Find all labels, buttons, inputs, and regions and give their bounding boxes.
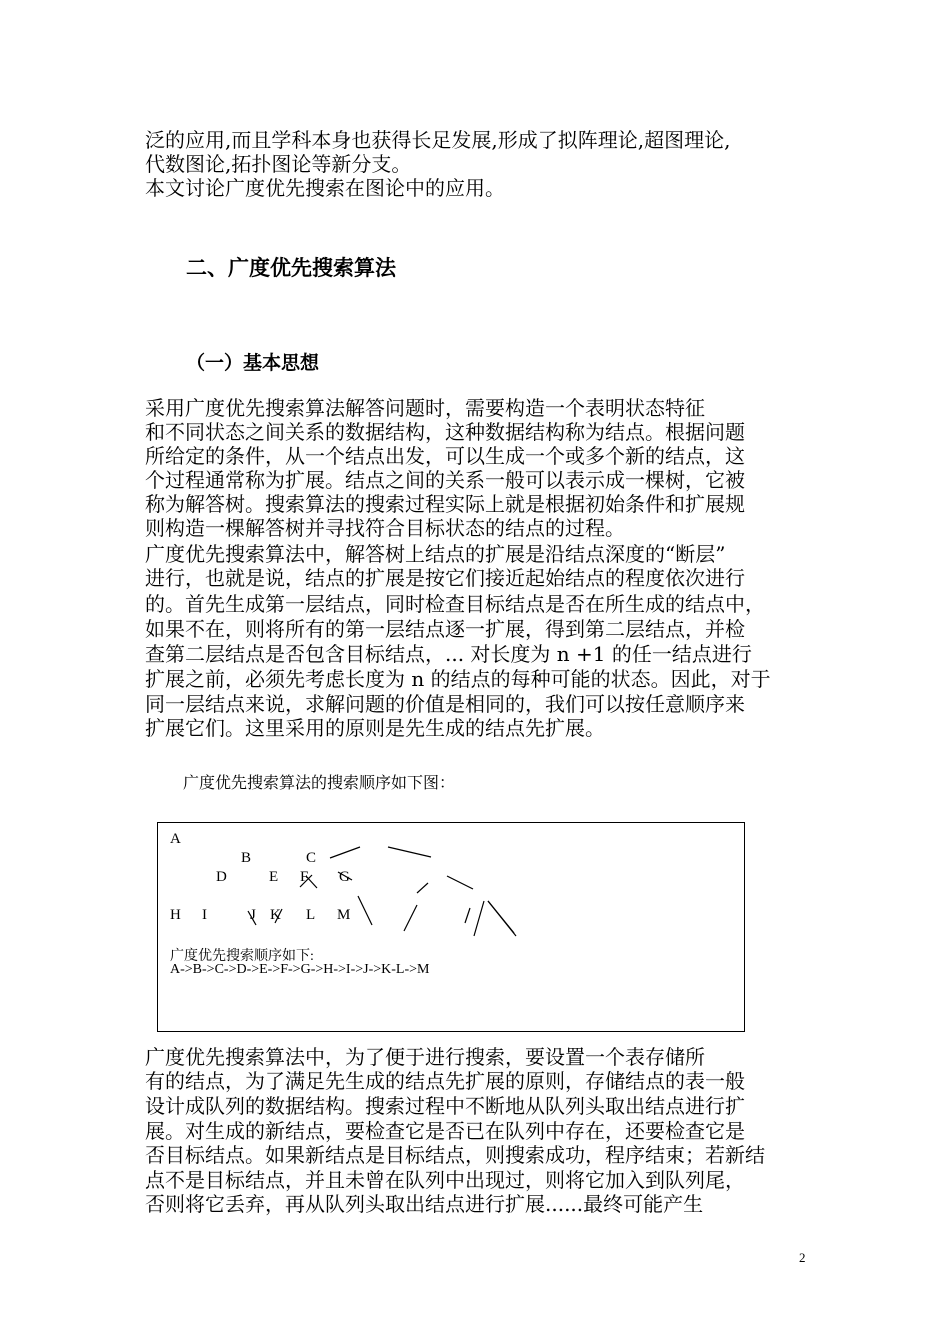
para2-line-4: 展。对生成的新结点，要检查它是否已在队列中存在，还要检查它是 — [145, 1119, 745, 1143]
search-order-figure — [157, 822, 745, 1032]
node-g: G — [339, 869, 350, 885]
edge-f-mark — [300, 875, 312, 887]
intro-line-1: 泛的应用,而且学科本身也获得长足发展,形成了拟阵理论,超图理论, — [145, 128, 731, 152]
para1-line-2: 和不同状态之间关系的数据结构，这种数据结构称为结点。根据问题 — [145, 420, 745, 444]
edge-j-mark — [248, 911, 256, 925]
node-i: I — [202, 907, 207, 923]
para2-line-2: 有的结点，为了满足先生成的结点先扩展的原则，存储结点的表一般 — [145, 1069, 745, 1093]
figure-caption: 广度优先搜索算法的搜索顺序如下图： — [183, 773, 456, 792]
para1-line-1: 采用广度优先搜索算法解答问题时，需要构造一个表明状态特征 — [145, 396, 705, 420]
para1-line-11: 查第二层结点是否包含目标结点，... 对长度为 n +1 的任一结点进行 — [145, 642, 752, 666]
para2-line-1: 广度优先搜索算法中，为了便于进行搜索，要设置一个表存储所 — [145, 1045, 705, 1069]
edge-k-mark — [275, 909, 282, 923]
node-l: L — [306, 907, 316, 923]
para1-line-9: 的。首先生成第一层结点，同时检查目标结点是否在所生成的结点中， — [145, 592, 765, 616]
node-k: K — [270, 907, 281, 923]
para1-line-8: 进行，也就是说，结点的扩展是按它们接近起始结点的程度依次进行 — [145, 566, 745, 590]
para1-line-12: 扩展之前，必须先考虑长度为 n 的结点的每种可能的状态。因此，对于 — [145, 667, 771, 691]
para1-line-4: 个过程通常称为扩展。结点之间的关系一般可以表示成一棵树，它被 — [145, 468, 745, 492]
node-c: C — [306, 850, 317, 866]
para1-line-13: 同一层结点来说，求解问题的价值是相同的，我们可以按任意顺序来 — [145, 692, 745, 716]
para1-line-14: 扩展它们。这里采用的原则是先生成的结点先扩展。 — [145, 716, 605, 740]
page-number: 2 — [799, 1250, 806, 1265]
para1-line-10: 如果不在，则将所有的第一层结点逐一扩展，得到第二层结点，并检 — [145, 617, 745, 641]
para1-line-7: 广度优先搜索算法中，解答树上结点的扩展是沿结点深度的“断层” — [145, 542, 726, 566]
node-j: J — [250, 907, 256, 923]
intro-line-3: 本文讨论广度优先搜索在图论中的应用。 — [145, 176, 505, 200]
node-h: H — [170, 907, 181, 923]
node-b: B — [241, 850, 252, 866]
node-e: E — [269, 869, 279, 885]
para1-line-3: 所给定的条件，从一个结点出发，可以生成一个或多个新的结点，这 — [145, 444, 745, 468]
edge-g-mark — [338, 872, 352, 880]
order-sequence: A->B->C->D->E->F->G->H->I->J->K-L->M — [170, 962, 430, 977]
para2-line-6: 点不是目标结点，并且未曾在队列中出现过，则将它加入到队列尾， — [145, 1168, 745, 1192]
node-a: A — [170, 831, 181, 847]
para2-line-3: 设计成队列的数据结构。搜索过程中不断地从队列头取出结点进行扩 — [145, 1094, 745, 1118]
node-m: M — [337, 907, 351, 923]
tree-edges-short — [158, 823, 746, 1033]
subsection-title: （一）基本思想 — [186, 352, 320, 374]
intro-line-2: 代数图论,拓扑图论等新分支。 — [145, 152, 412, 176]
para2-line-5: 否目标结点。如果新结点是目标结点，则搜索成功，程序结束；若新结 — [145, 1143, 765, 1167]
para2-line-7: 否则将它丢弃，再从队列头取出结点进行扩展......最终可能产生 — [145, 1192, 704, 1216]
section-title: 二、广度优先搜索算法 — [186, 256, 396, 280]
node-f: F — [300, 869, 309, 885]
node-d: D — [216, 869, 227, 885]
order-label: 广度优先搜索顺序如下: — [170, 949, 314, 964]
para1-line-6: 则构造一棵解答树并寻找符合目标状态的结点的过程。 — [145, 516, 625, 540]
para1-line-5: 称为解答树。搜索算法的搜索过程实际上就是根据初始条件和扩展规 — [145, 492, 745, 516]
